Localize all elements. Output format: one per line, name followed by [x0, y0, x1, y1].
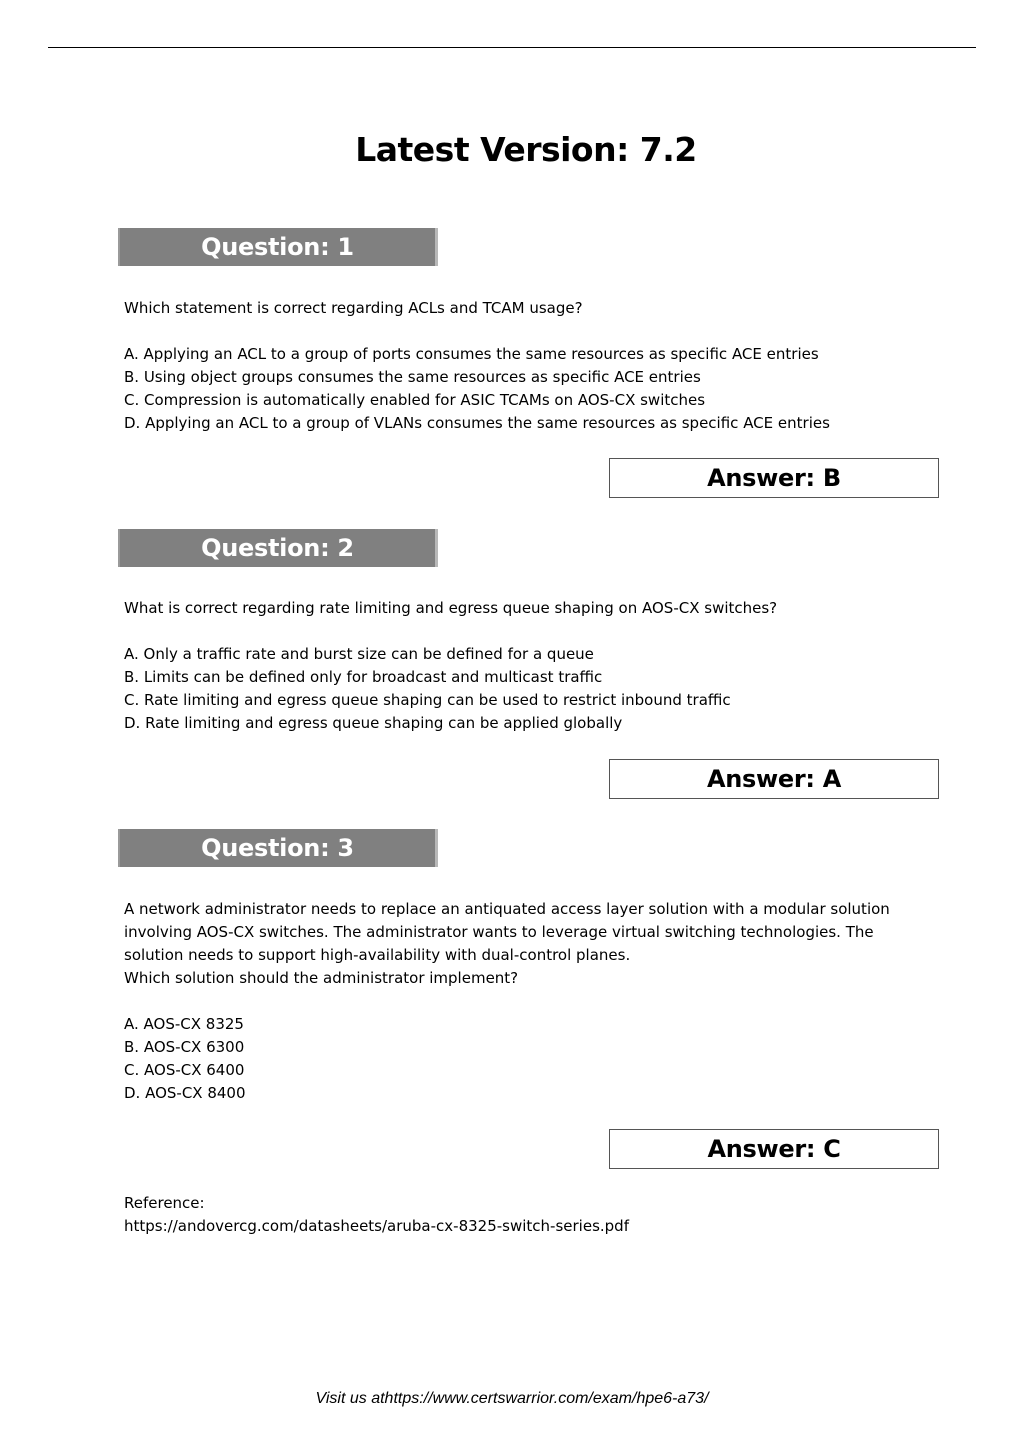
question-3-stem-line: solution needs to support high-availability with dual-control planes.: [124, 946, 631, 964]
footer-link-text: Visit us athttps://www.certswarrior.com/exam/hpe6-a73/: [315, 1390, 709, 1407]
question-1-answer: Answer: B: [609, 458, 939, 498]
page-title: Latest Version: 7.2: [355, 130, 697, 169]
question-1-option-c: C. Compression is automatically enabled for ASIC TCAMs on AOS-CX switches: [124, 391, 706, 409]
question-1-stem: Which statement is correct regarding ACLs and TCAM usage?: [124, 299, 583, 317]
question-2-option-c: C. Rate limiting and egress queue shaping can be used to restrict inbound traffic: [124, 691, 731, 709]
question-2-option-d: D. Rate limiting and egress queue shaping can be applied globally: [124, 714, 623, 732]
question-2-stem: What is correct regarding rate limiting and egress queue shaping on AOS-CX switches?: [124, 599, 778, 617]
question-2-option-b: B. Limits can be defined only for broadcast and multicast traffic: [124, 668, 603, 686]
question-3-option-c: C. AOS-CX 6400: [124, 1061, 245, 1079]
question-3-body: [124, 898, 924, 1105]
question-2-option-a: A. Only a traffic rate and burst size can be defined for a queue: [124, 645, 594, 663]
question-3-stem-line: Which solution should the administrator implement?: [124, 969, 519, 987]
question-3-answer: Answer: C: [609, 1129, 939, 1169]
question-1-header: Question: 1: [118, 228, 438, 266]
question-3-option-a: A. AOS-CX 8325: [124, 1015, 244, 1033]
reference-block: [124, 1192, 924, 1238]
question-1-option-d: D. Applying an ACL to a group of VLANs consumes the same resources as specific ACE entries: [124, 414, 830, 432]
question-1-option-b: B. Using object groups consumes the same resources as specific ACE entries: [124, 368, 701, 386]
question-1-option-a: A. Applying an ACL to a group of ports consumes the same resources as specific ACE entries: [124, 345, 819, 363]
question-3-option-b: B. AOS-CX 6300: [124, 1038, 245, 1056]
top-divider: [48, 47, 976, 48]
question-3-stem-line: involving AOS-CX switches. The administrator wants to leverage virtual switching technologies. The: [124, 923, 874, 941]
reference-url: https://andovercg.com/datasheets/aruba-cx-8325-switch-series.pdf: [124, 1217, 629, 1235]
question-2-body: [124, 597, 924, 735]
question-2-answer: Answer: A: [609, 759, 939, 799]
question-3-option-d: D. AOS-CX 8400: [124, 1084, 246, 1102]
reference-label: Reference:: [124, 1194, 205, 1212]
question-1-body: [124, 297, 924, 435]
question-3-header: Question: 3: [118, 829, 438, 867]
question-2-header: Question: 2: [118, 529, 438, 567]
question-3-stem-line: A network administrator needs to replace an antiquated access layer solution with a modular solution: [124, 900, 890, 918]
